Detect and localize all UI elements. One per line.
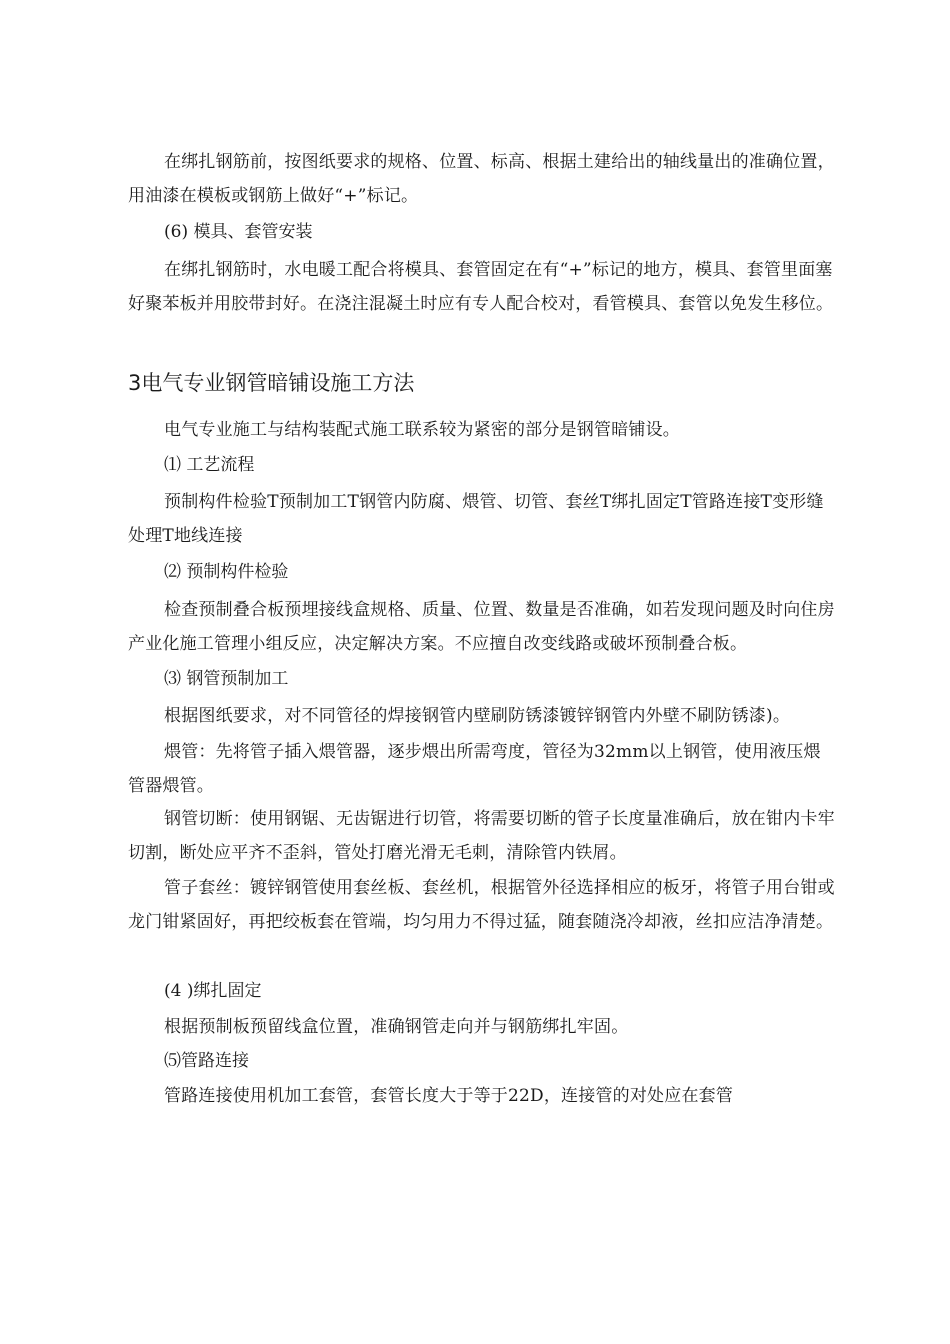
section-3-heading: 3电气专业钢管暗铺设施工方法 xyxy=(128,371,415,395)
paragraph-section-3-intro: 电气专业施工与结构装配式施工联系较为紧密的部分是钢管暗铺设。 xyxy=(164,420,680,440)
item-2-component-inspection: ⑵ 预制构件检验 xyxy=(164,562,289,582)
paragraph-pipe-connection: 管路连接使用机加工套管，套管长度大于等于22D，连接管的对处应在套管 xyxy=(164,1086,734,1106)
paragraph-anti-rust: 根据图纸要求，对不同管径的焊接钢管内壁刷防锈漆镀锌钢管内外壁不刷防锈漆)。 xyxy=(164,706,791,726)
item-6-mold-sleeve-install: (6) 模具、套管安装 xyxy=(164,222,313,242)
item-3-pipe-prefabrication: ⑶ 钢管预制加工 xyxy=(164,669,289,689)
paragraph-binding-fixing: 根据预制板预留线盒位置，准确钢管走向并与钢筋绑扎牢固。 xyxy=(164,1017,629,1037)
paragraph-sleeve-fixing: 在绑扎钢筋时，水电暖工配合将模具、套管固定在有“+”标记的地方，模具、套管里面塞好聚苯板并用胶带封好。在浇注混凝土时应有专人配合校对，看管模具、套管以免发生移位。 xyxy=(128,260,834,314)
item-1-process-flow: ⑴ 工艺流程 xyxy=(164,455,255,475)
paragraph-pipe-bending: 煨管：先将管子插入煨管器，逐步煨出所需弯度，管径为32mm以上钢管，使用液压煨管器煨管。 xyxy=(128,742,821,796)
paragraph-component-inspection: 检查预制叠合板预埋接线盒规格、质量、位置、数量是否准确，如若发现问题及时向住房产业化施工管理小组反应，决定解决方案。不应擅自改变线路或破坏预制叠合板。 xyxy=(128,600,835,654)
item-4-binding-fixing: (4 )绑扎固定 xyxy=(164,981,262,1001)
paragraph-pipe-threading: 管子套丝：镀锌钢管使用套丝板、套丝机，根据管外径选择相应的板牙，将管子用台钳或龙门钳紧固好，再把绞板套在管端，均匀用力不得过猛，随套随浇冷却液，丝扣应洁净清楚。 xyxy=(128,878,835,932)
paragraph-mark-positions: 在绑扎钢筋前，按图纸要求的规格、位置、标高、根据土建给出的轴线量出的准确位置，用油漆在模板或钢筋上做好“+”标记。 xyxy=(128,152,835,206)
paragraph-process-flow: 预制构件检验T预制加工T钢管内防腐、煨管、切管、套丝T绑扎固定T管路连接T变形缝处理T地线连接 xyxy=(128,492,824,546)
paragraph-pipe-cutting: 钢管切断：使用钢锯、无齿锯进行切管，将需要切断的管子长度量准确后，放在钳内卡牢切割，断处应平齐不歪斜，管处打磨光滑无毛刺，清除管内铁屑。 xyxy=(128,809,835,863)
item-5-pipe-connection: ⑸管路连接 xyxy=(164,1051,249,1071)
